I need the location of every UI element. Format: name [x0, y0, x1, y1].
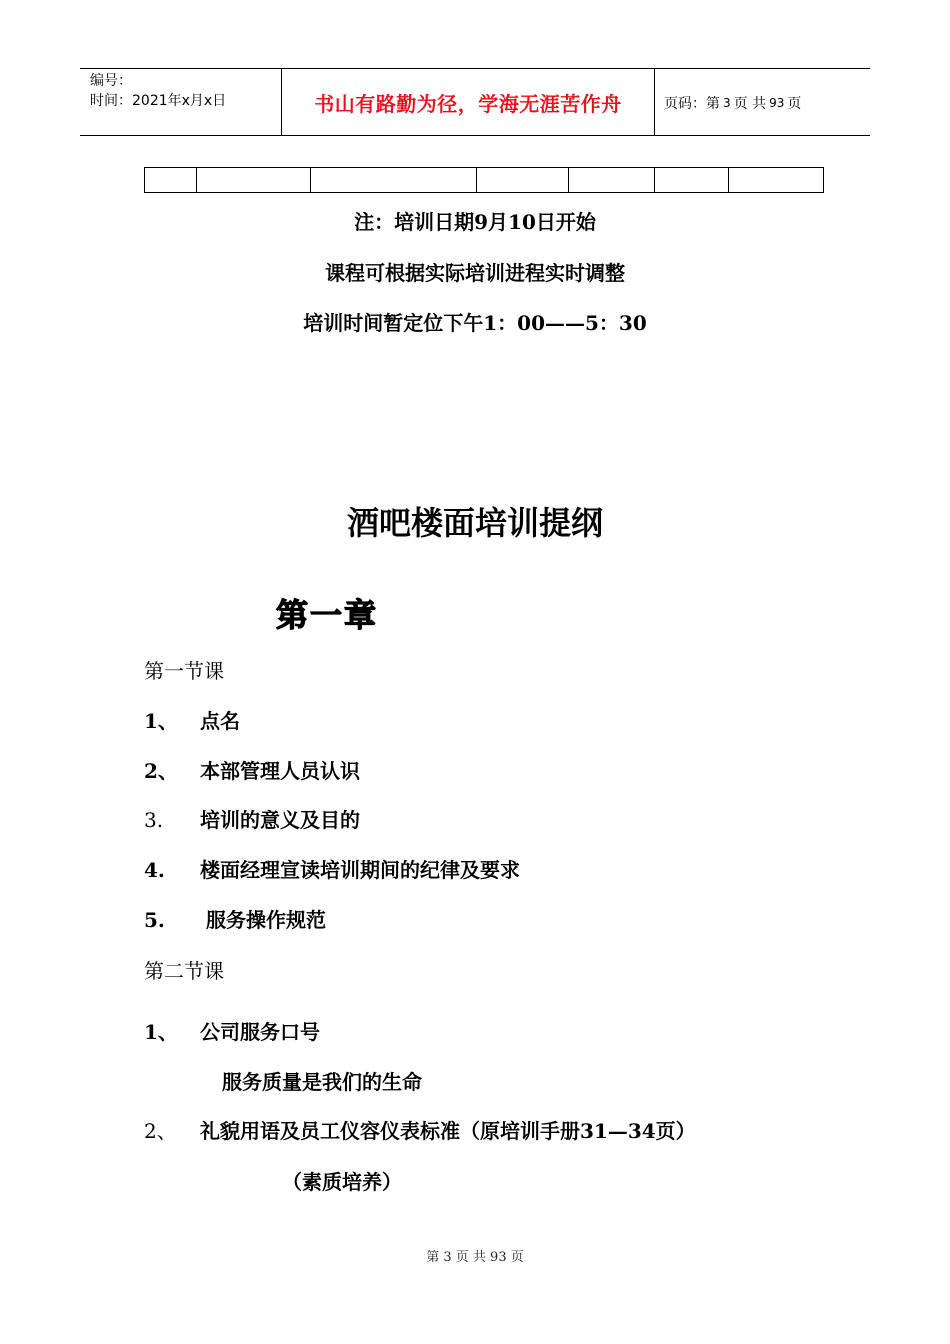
list-item-text: 培训的意义及目的: [200, 808, 360, 832]
list-item: [144, 705, 240, 734]
page-footer: 第 3 页 共 93 页: [426, 1250, 524, 1265]
table-cell: [655, 168, 729, 192]
list-item-number: 3.: [144, 808, 164, 832]
table-cell: [729, 168, 823, 192]
list-item-number: 1、: [144, 709, 178, 733]
table-cell: [569, 168, 655, 192]
list-item: [144, 1115, 696, 1144]
list-item-number: 1、: [144, 1020, 178, 1044]
note-adjustable: 课程可根据实际培训进程实时调整: [325, 261, 625, 285]
table-cell: [311, 168, 477, 192]
page-mid: 页 共: [733, 95, 767, 112]
list-item: [144, 804, 360, 833]
list-item-number: 5.: [144, 908, 165, 932]
table-cell: [197, 168, 311, 192]
service-slogan: 服务质量是我们的生命: [222, 1070, 422, 1094]
section-2-label: 第二节课: [144, 959, 224, 983]
document-date-label: 时间：2021年x月x日: [90, 93, 227, 109]
table-cell: [477, 168, 569, 192]
list-item: [144, 1016, 320, 1045]
table-cell: [145, 168, 197, 192]
list-item: [144, 854, 520, 883]
list-item-text: 礼貌用语及员工仪容仪表标准（原培训手册31—34页）: [200, 1119, 696, 1143]
sub-note: （素质培养）: [282, 1170, 402, 1194]
list-item-number: 4.: [144, 858, 165, 882]
list-item: [144, 755, 360, 784]
section-1-label: 第一节课: [144, 659, 224, 683]
page-suffix: 页: [787, 95, 802, 112]
page-current: 3: [723, 95, 731, 110]
list-item-number: 2、: [144, 1119, 177, 1143]
list-item-text: 楼面经理宣读培训期间的纪律及要求: [200, 858, 520, 882]
page-total: 93: [769, 95, 785, 110]
document-number-label: 编号：: [90, 73, 132, 89]
page-prefix: 页码：第: [664, 95, 720, 112]
list-item-text: 本部管理人员认识: [200, 759, 360, 783]
header-motto: 书山有路勤为径，学海无涯苦作舟: [314, 92, 622, 116]
note-start-date: 注：培训日期9月10日开始: [354, 210, 596, 234]
chapter-title: 第一章: [276, 596, 379, 634]
list-item-text: 点名: [200, 709, 240, 733]
list-item-text: 服务操作规范: [206, 908, 326, 932]
list-item: [144, 904, 326, 933]
document-title: 酒吧楼面培训提纲: [346, 504, 603, 542]
header-page-info: [664, 69, 864, 136]
list-item-number: 2、: [144, 759, 178, 783]
note-training-time: 培训时间暂定位下午1：00——5：30: [303, 311, 647, 335]
header-divider: [654, 69, 655, 136]
page-header: [80, 68, 870, 136]
list-item-text: 公司服务口号: [200, 1020, 320, 1044]
header-meta: [90, 71, 280, 111]
schedule-table-row: [144, 167, 824, 193]
